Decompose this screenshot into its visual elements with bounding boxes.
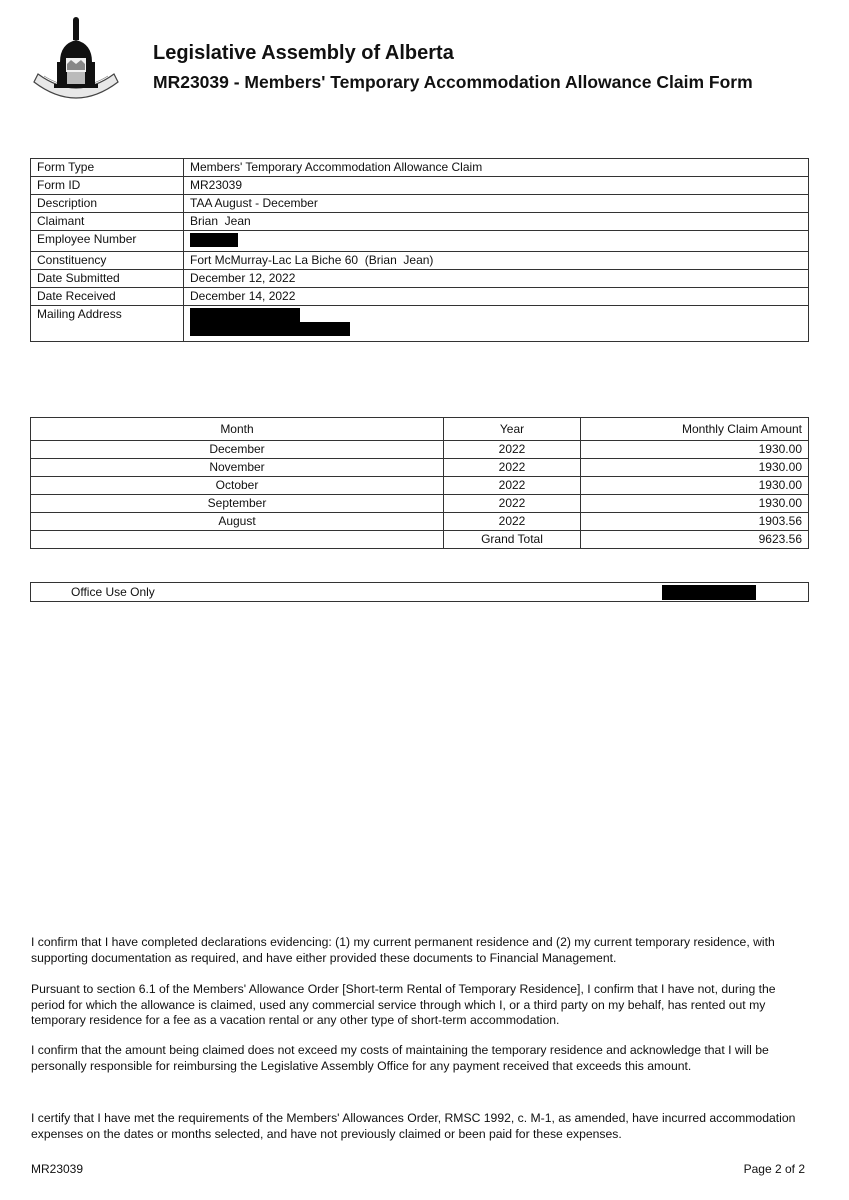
amount-cell: 1930.00 — [581, 459, 809, 477]
claimant-value: Brian Jean — [184, 213, 809, 231]
declaration-paragraph: I certify that I have met the requirements of the Members' Allowances Order, RMSC 1992, c. M-1, as amended, have incurred accommodation expenses on the dates or months selected, and have not previously claimed or been paid for these expenses. — [31, 1111, 796, 1141]
redaction-bar — [190, 233, 238, 247]
year-cell: 2022 — [444, 513, 581, 531]
table-header-row — [31, 418, 809, 441]
month-cell: December — [31, 441, 444, 459]
organization-title: Legislative Assembly of Alberta — [153, 42, 454, 64]
amount-cell: 1930.00 — [581, 477, 809, 495]
month-cell: August — [31, 513, 444, 531]
grand-total-row — [31, 531, 809, 549]
table-row — [31, 441, 809, 459]
month-column-header: Month — [31, 418, 444, 441]
date-submitted-label: Date Submitted — [31, 270, 184, 288]
date-received-label: Date Received — [31, 288, 184, 306]
month-cell: October — [31, 477, 444, 495]
table-row — [31, 252, 809, 270]
mailing-address-label: Mailing Address — [31, 306, 184, 342]
grand-total-value: 9623.56 — [581, 531, 809, 549]
form-type-label: Form Type — [31, 159, 184, 177]
empty-cell — [31, 531, 444, 549]
footer-page-number: Page 2 of 2 — [743, 1162, 805, 1176]
table-row — [31, 231, 809, 252]
form-title: MR23039 - Members' Temporary Accommodation Allowance Claim Form — [153, 72, 753, 92]
table-row — [31, 195, 809, 213]
declaration-paragraph: Pursuant to section 6.1 of the Members' Allowance Order [Short-term Rental of Temporary Residence], I confirm that I have not, during the period for which the allowance is claimed, used any commercial service through which I, or a third party on my behalf, has rented out my temporary residence for a fee as a vacation rental or any other type of short-term accommodation. — [31, 982, 776, 1027]
declaration-paragraph: I confirm that the amount being claimed does not exceed my costs of maintaining the temporary residence and acknowledge that I will be personally responsible for reimbursing the Legislative Assembly Office for any payment received that exceeds this amount. — [31, 1043, 769, 1073]
table-row — [31, 288, 809, 306]
table-row — [31, 459, 809, 477]
description-label: Description — [31, 195, 184, 213]
table-row — [31, 270, 809, 288]
amount-cell: 1930.00 — [581, 441, 809, 459]
month-cell: September — [31, 495, 444, 513]
table-row — [31, 477, 809, 495]
grand-total-label: Grand Total — [444, 531, 581, 549]
monthly-claims-table — [30, 417, 809, 549]
legislative-assembly-crest-logo — [30, 16, 122, 110]
claimant-label: Claimant — [31, 213, 184, 231]
form-id-value: MR23039 — [184, 177, 809, 195]
employee-number-label: Employee Number — [31, 231, 184, 252]
table-row — [31, 159, 809, 177]
declaration-paragraph: I confirm that I have completed declarations evidencing: (1) my current permanent residence and (2) my current temporary residence, with supporting documentation as required, and have either provided these documents to Financial Management. — [31, 935, 775, 965]
redaction-bar — [190, 322, 350, 336]
form-details-table — [30, 158, 809, 342]
description-value: TAA August - December — [184, 195, 809, 213]
form-id-label: Form ID — [31, 177, 184, 195]
constituency-value: Fort McMurray-Lac La Biche 60 (Brian Jean) — [184, 252, 809, 270]
amount-column-header: Monthly Claim Amount — [581, 418, 809, 441]
year-cell: 2022 — [444, 477, 581, 495]
footer-form-id: MR23039 — [31, 1162, 84, 1176]
year-cell: 2022 — [444, 459, 581, 477]
redaction-bar — [662, 585, 756, 600]
table-row — [31, 177, 809, 195]
date-submitted-value: December 12, 2022 — [184, 270, 809, 288]
office-use-only-box — [30, 582, 809, 602]
table-row — [31, 306, 809, 342]
year-column-header: Year — [444, 418, 581, 441]
mailing-address-value — [184, 306, 809, 342]
month-cell: November — [31, 459, 444, 477]
office-use-only-label: Office Use Only — [71, 585, 155, 599]
table-row — [31, 495, 809, 513]
table-row — [31, 213, 809, 231]
year-cell: 2022 — [444, 495, 581, 513]
date-received-value: December 14, 2022 — [184, 288, 809, 306]
constituency-label: Constituency — [31, 252, 184, 270]
table-row — [31, 513, 809, 531]
amount-cell: 1903.56 — [581, 513, 809, 531]
form-type-value: Members' Temporary Accommodation Allowance Claim — [184, 159, 809, 177]
year-cell: 2022 — [444, 441, 581, 459]
employee-number-value — [184, 231, 809, 252]
amount-cell: 1930.00 — [581, 495, 809, 513]
redaction-bar — [190, 308, 300, 322]
